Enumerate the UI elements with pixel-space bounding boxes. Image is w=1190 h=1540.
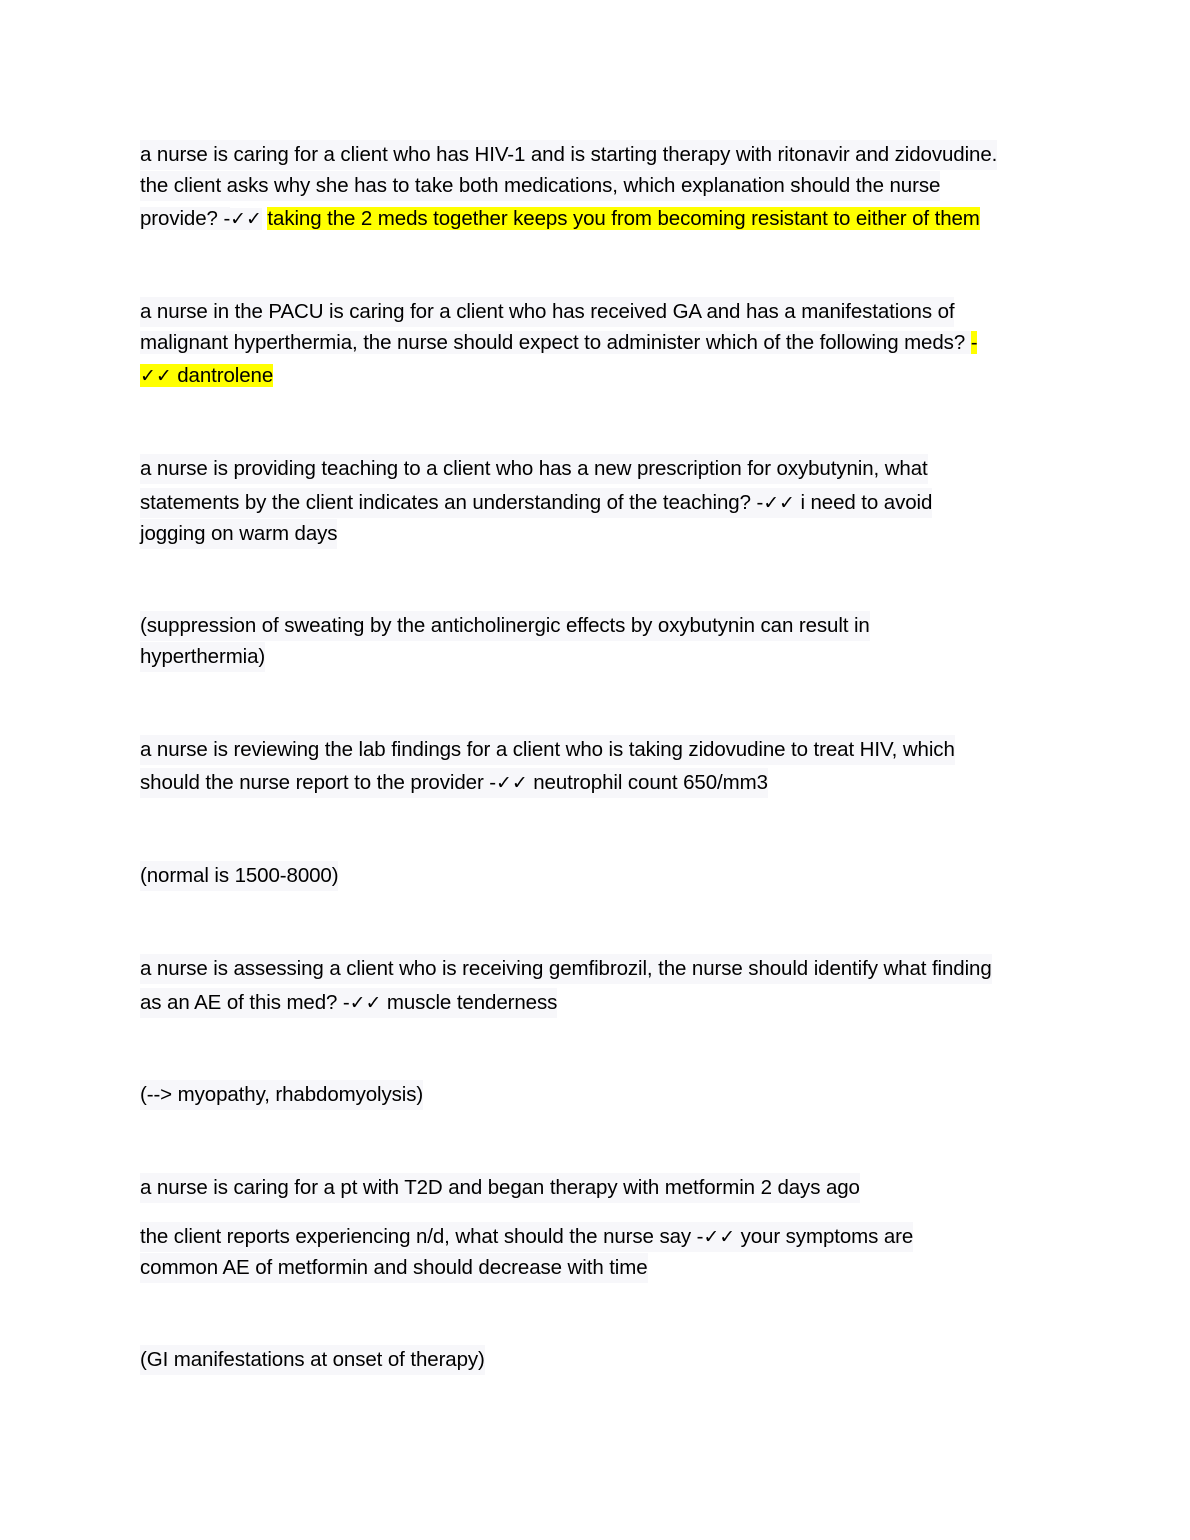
question-text: statements by the client indicates an understanding of the teaching? <box>140 491 757 514</box>
answer-text: jogging on warm days <box>140 522 338 545</box>
question-text: the client reports experiencing n/d, what should the nurse say <box>140 1225 697 1248</box>
answer-text: common AE of metformin and should decrease with time <box>140 1256 648 1279</box>
question-line <box>140 297 954 327</box>
question-answer-line <box>140 988 557 1018</box>
question-text: the client asks why she has to take both medications, which explanation should the nurse <box>140 174 941 197</box>
check-icon: ✓✓ <box>140 365 172 387</box>
question-answer-line <box>140 768 768 798</box>
answer-line <box>140 1253 648 1283</box>
question-text: a nurse is assessing a client who is receiving gemfibrozil, the nurse should identify what finding <box>140 957 992 980</box>
note-line <box>140 611 870 641</box>
question-text: as an AE of this med? <box>140 991 343 1014</box>
highlighted-answer: dantrolene <box>171 364 274 387</box>
question-text: a nurse is caring for a pt with T2D and began therapy with metformin 2 days ago <box>140 1176 860 1199</box>
question-line <box>140 171 940 201</box>
question-text: should the nurse report to the provider <box>140 771 490 794</box>
question-answer-line <box>140 488 932 518</box>
note-line <box>140 861 338 891</box>
question-line <box>140 735 955 765</box>
note-line <box>140 1345 485 1375</box>
answer-marker: - <box>696 1225 704 1248</box>
answer-line <box>140 361 273 391</box>
answer-marker: - <box>970 331 978 354</box>
note-line <box>140 642 265 672</box>
question-text: a nurse is reviewing the lab findings for a client who is taking zidovudine to treat HIV, which <box>140 738 955 761</box>
note-text: (normal is 1500-8000) <box>140 864 339 887</box>
question-text: malignant hyperthermia, the nurse should expect to administer which of the following meds? <box>140 331 971 354</box>
question-text: a nurse in the PACU is caring for a client who has received GA and has a manifestations of <box>140 300 955 323</box>
answer-text: i need to avoid <box>794 491 933 514</box>
question-line <box>140 954 992 984</box>
answer-line <box>140 519 337 549</box>
check-icon: ✓✓ <box>763 492 795 514</box>
note-text: (suppression of sweating by the anticholinergic effects by oxybutynin can result in <box>140 614 870 637</box>
question-text: a nurse is caring for a client who has HIV-1 and is starting therapy with ritonavir and zidovudine. <box>140 143 998 166</box>
answer-text: muscle tenderness <box>381 991 558 1014</box>
check-icon: ✓✓ <box>230 208 262 230</box>
answer-text: your symptoms are <box>735 1225 914 1248</box>
answer-marker: - <box>342 991 350 1014</box>
answer-marker: - <box>223 207 231 230</box>
note-text: (GI manifestations at onset of therapy) <box>140 1348 485 1371</box>
question-text: provide? <box>140 207 224 230</box>
answer-marker: - <box>489 771 496 794</box>
note-text: hyperthermia) <box>140 645 266 668</box>
question-answer-line <box>140 1222 913 1252</box>
question-answer-line <box>140 204 980 234</box>
answer-text: neutrophil count 650/mm3 <box>527 771 768 794</box>
question-line <box>140 454 928 484</box>
question-line <box>140 1173 860 1203</box>
check-icon: ✓✓ <box>703 1226 736 1248</box>
question-line <box>140 140 997 170</box>
note-text: (--> myopathy, rhabdomyolysis) <box>140 1083 424 1106</box>
question-line <box>140 328 977 358</box>
question-text: a nurse is providing teaching to a client who has a new prescription for oxybutynin, what <box>140 457 928 480</box>
answer-marker: - <box>756 491 764 514</box>
check-icon: ✓✓ <box>496 772 528 794</box>
highlighted-answer: taking the 2 meds together keeps you from becoming resistant to either of them <box>267 207 980 230</box>
note-line <box>140 1080 423 1110</box>
check-icon: ✓✓ <box>349 992 382 1014</box>
